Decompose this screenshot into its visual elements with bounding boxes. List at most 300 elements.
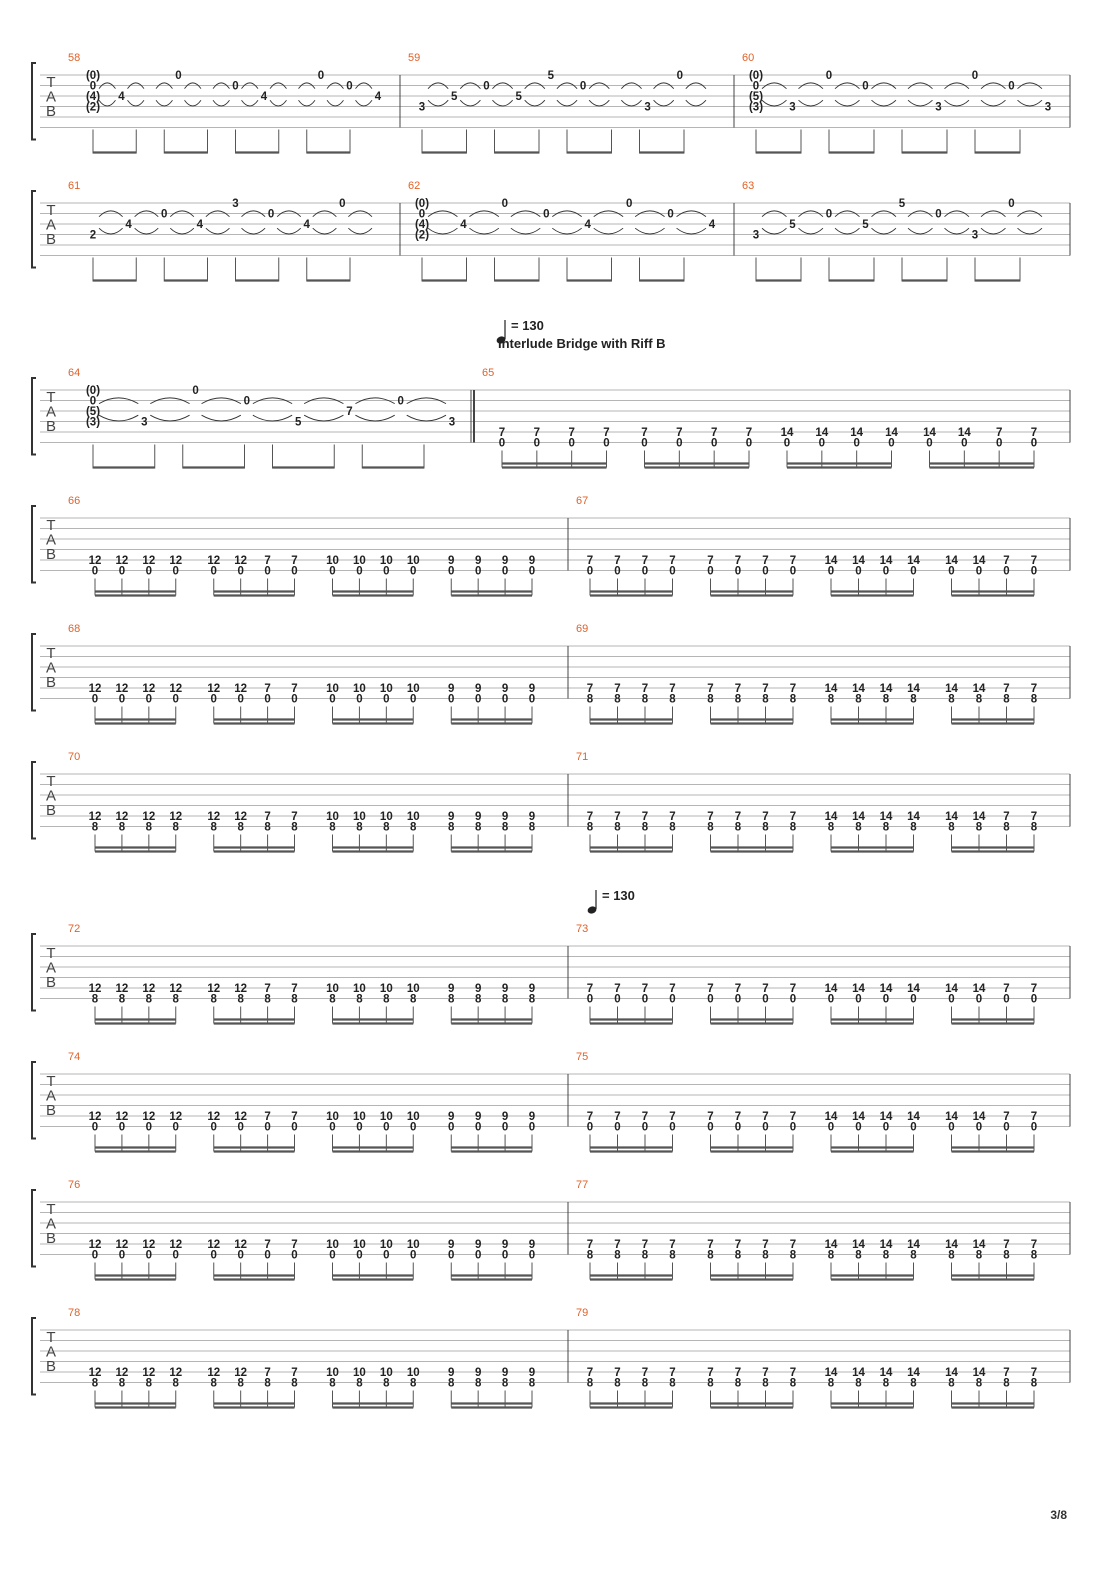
fret-number: 3 (1044, 101, 1052, 114)
fret-number: 0 (237, 1121, 244, 1134)
fret-number: 0 (172, 565, 179, 578)
fret-number: 0 (745, 437, 753, 450)
fret-number: 9 (501, 1367, 509, 1379)
fret-number: 8 (789, 821, 797, 834)
fret-number: 8 (586, 1377, 594, 1390)
fret-number: 8 (789, 1249, 797, 1262)
fret-number: 8 (641, 1249, 649, 1262)
fret-number: 7 (641, 811, 649, 823)
fret-number: 10 (406, 1111, 420, 1123)
fret-number: 4 (708, 219, 716, 231)
fret-number: 8 (118, 1377, 126, 1390)
measure-number: 60 (742, 52, 755, 64)
fret-number: 12 (142, 555, 156, 567)
fret-number: 7 (346, 406, 353, 418)
fret-number: 7 (762, 811, 769, 823)
fret-number: 7 (586, 555, 594, 567)
fret-number: 9 (501, 1111, 509, 1123)
fret-number: 0 (1003, 565, 1010, 578)
tab-system-8 (32, 1051, 1070, 1152)
fret-number: 8 (669, 821, 676, 834)
fret-number: 12 (115, 983, 129, 995)
fret-number: 10 (326, 983, 339, 995)
fret-number: 0 (172, 1249, 179, 1262)
fret-number: 8 (501, 993, 509, 1006)
fret-number: 0 (707, 565, 714, 578)
fret-number: 0 (483, 80, 490, 93)
fret-number: 7 (641, 983, 649, 995)
fret-number: 10 (379, 1239, 393, 1251)
fret-number: 8 (172, 993, 179, 1006)
fret-number: 8 (641, 1377, 649, 1390)
fret-number: 0 (579, 80, 587, 93)
system-bracket (32, 934, 36, 1011)
tab-clef-letter: T (46, 1073, 56, 1090)
fret-number: 14 (879, 983, 893, 995)
fret-number: 0 (383, 565, 390, 578)
fret-number: 14 (945, 983, 958, 995)
fret-number: 14 (852, 1111, 865, 1123)
fret-number: 0 (118, 565, 126, 578)
fret-number: 7 (264, 983, 271, 995)
fret-number: 8 (501, 821, 509, 834)
tab-clef-letter: A (45, 88, 57, 106)
tie-arc (908, 100, 933, 106)
fret-number: 9 (528, 1111, 536, 1123)
fret-number: (5) (748, 91, 764, 103)
fret-number: 7 (762, 683, 769, 695)
fret-number: 14 (972, 555, 986, 567)
fret-number: 8 (264, 821, 271, 834)
fret-number: 7 (586, 811, 594, 823)
fret-number: 0 (543, 208, 550, 221)
fret-number: 8 (172, 1377, 179, 1390)
fret-number: 9 (474, 555, 482, 567)
fret-number: 12 (234, 555, 248, 567)
fret-number: 8 (734, 1249, 742, 1262)
tab-system-3 (32, 367, 1070, 469)
fret-number: 0 (641, 1121, 649, 1134)
fret-number: 7 (1030, 983, 1038, 995)
tie-arc (686, 100, 706, 106)
fret-number: 10 (379, 555, 393, 567)
fret-number: 8 (1003, 693, 1010, 706)
tie-arc (799, 228, 824, 234)
fret-number: 0 (948, 993, 955, 1006)
fret-number: 8 (614, 821, 621, 834)
fret-number: 8 (614, 1377, 621, 1390)
fret-number: 7 (745, 427, 753, 439)
fret-number: 0 (734, 565, 742, 578)
fret-number: 7 (1030, 555, 1038, 567)
fret-number: 2 (89, 229, 97, 242)
fret-number: 0 (825, 70, 833, 82)
fret-number: 0 (818, 437, 826, 450)
fret-number: 10 (326, 1111, 339, 1123)
measure-number: 71 (576, 751, 589, 763)
fret-number: 7 (707, 811, 714, 823)
fret-number: 12 (169, 683, 183, 695)
fret-number: 12 (169, 1111, 183, 1123)
fret-number: 12 (207, 811, 221, 823)
measure-number: 79 (576, 1307, 589, 1319)
fret-number: 14 (852, 683, 865, 695)
fret-number: (2) (414, 229, 430, 242)
fret-number: 7 (603, 427, 610, 439)
fret-number: 7 (1003, 1367, 1010, 1379)
system-bracket (32, 63, 36, 140)
fret-number: 7 (264, 683, 271, 695)
fret-number: 4 (196, 219, 204, 231)
fret-number: 0 (862, 80, 869, 93)
tie-arc (762, 228, 787, 234)
fret-number: 12 (142, 1111, 156, 1123)
fret-number: 0 (501, 693, 509, 706)
fret-number: 8 (669, 1249, 676, 1262)
fret-number: 3 (935, 101, 942, 114)
fret-number: 8 (641, 821, 649, 834)
fret-number: 8 (882, 821, 890, 834)
fret-number: 0 (882, 565, 890, 578)
fret-number: 0 (853, 437, 860, 450)
fret-number: 0 (346, 80, 353, 93)
fret-number: 0 (267, 208, 275, 221)
fret-number: 14 (972, 983, 986, 995)
tab-clef-letter: B (45, 1230, 57, 1247)
fret-number: 8 (118, 993, 126, 1006)
tab-clef-letter: T (46, 74, 56, 91)
fret-number: 8 (707, 1249, 714, 1262)
fret-number: 8 (975, 693, 983, 706)
measure-number: 69 (576, 623, 589, 635)
fret-number: 0 (145, 1249, 153, 1262)
fret-number: 8 (910, 821, 917, 834)
fret-number: 0 (910, 565, 917, 578)
fret-number: 8 (975, 1249, 983, 1262)
tie-arc (762, 100, 787, 106)
fret-number: (0) (414, 198, 430, 210)
fret-number: 8 (827, 821, 835, 834)
fret-number: 12 (115, 683, 129, 695)
fret-number: 7 (614, 1367, 621, 1379)
fret-number: 0 (243, 395, 251, 408)
fret-number: 0 (291, 1121, 298, 1134)
measure-number: 78 (68, 1307, 81, 1319)
fret-number: 14 (824, 1239, 838, 1251)
fret-number: 14 (907, 555, 920, 567)
measure-number: 76 (68, 1179, 81, 1191)
fret-number: 10 (406, 1367, 420, 1379)
tie-arc (428, 228, 457, 234)
tie-arc (242, 100, 259, 106)
tie-arc (299, 100, 316, 106)
tie-arc (908, 228, 933, 234)
fret-number: 3 (418, 101, 426, 114)
fret-number: 0 (291, 1249, 298, 1262)
fret-number: 7 (789, 1239, 797, 1251)
system-bracket (32, 1190, 36, 1267)
fret-number: 7 (586, 1111, 594, 1123)
tie-arc (128, 100, 145, 106)
fret-number: 0 (356, 1249, 363, 1262)
fret-number: 7 (734, 555, 742, 567)
fret-number: 12 (142, 983, 156, 995)
fret-number: 7 (1030, 683, 1038, 695)
fret-number: 0 (237, 1249, 244, 1262)
fret-number: 7 (669, 1367, 676, 1379)
fret-number: 4 (125, 219, 132, 231)
fret-number: 7 (669, 811, 676, 823)
tie-arc (872, 100, 897, 106)
fret-number: 0 (882, 993, 890, 1006)
fret-number: 10 (379, 811, 393, 823)
fret-number: 8 (975, 1377, 983, 1390)
fret-number: 8 (910, 693, 917, 706)
tie-arc (654, 100, 674, 106)
fret-number: 7 (614, 555, 621, 567)
tie-arc (150, 415, 189, 421)
fret-number: 4 (260, 91, 268, 103)
fret-number: 0 (501, 1121, 509, 1134)
fret-number: (4) (414, 219, 430, 231)
fret-number: 8 (91, 993, 99, 1006)
fret-number: (3) (85, 416, 101, 429)
fret-number: 10 (353, 1367, 366, 1379)
fret-number: 14 (945, 683, 958, 695)
fret-number: (0) (85, 385, 101, 397)
fret-number: 7 (291, 983, 298, 995)
fret-number: 7 (291, 1111, 298, 1123)
fret-number: 7 (707, 555, 714, 567)
fret-number: 3 (141, 416, 148, 429)
fret-number: 8 (145, 993, 153, 1006)
fret-number: 7 (291, 1367, 298, 1379)
fret-number: 10 (326, 1367, 339, 1379)
tie-arc (557, 100, 577, 106)
fret-number: 10 (406, 811, 420, 823)
fret-number: 0 (641, 437, 648, 450)
fret-number: 5 (898, 198, 906, 210)
tie-arc (355, 415, 394, 421)
fret-number: 0 (995, 437, 1003, 450)
fret-number: (0) (748, 70, 764, 82)
fret-number: 0 (1030, 1121, 1038, 1134)
fret-number: 8 (948, 1377, 955, 1390)
fret-number: 12 (115, 1239, 129, 1251)
fret-number: 14 (907, 1111, 920, 1123)
fret-number: 8 (707, 693, 714, 706)
fret-number: 7 (264, 1367, 271, 1379)
tab-clef-letter: T (46, 645, 56, 662)
fret-number: 0 (210, 1249, 217, 1262)
fret-number: 8 (734, 821, 742, 834)
fret-number: 0 (855, 993, 862, 1006)
system-bracket (32, 762, 36, 839)
fret-number: 14 (972, 1239, 986, 1251)
fret-number: 9 (528, 555, 536, 567)
fret-number: 0 (448, 1121, 455, 1134)
fret-number: 14 (907, 1367, 920, 1379)
tie-arc (277, 228, 301, 234)
measure-number: 68 (68, 623, 81, 635)
tab-clef-letter: T (46, 1201, 56, 1218)
fret-number: 12 (169, 1367, 183, 1379)
fret-number: 8 (669, 693, 676, 706)
fret-number: 7 (669, 1111, 676, 1123)
fret-number: 0 (410, 1121, 417, 1134)
fret-number: 0 (533, 437, 541, 450)
fret-number: 14 (850, 427, 864, 439)
tab-clef-letter: A (45, 531, 57, 549)
fret-number: 7 (586, 1367, 594, 1379)
fret-number: 8 (855, 821, 862, 834)
fret-number: 0 (528, 693, 536, 706)
tab-clef-letter: A (45, 1343, 57, 1361)
fret-number: 7 (762, 1239, 769, 1251)
tie-arc (799, 100, 824, 106)
fret-number: 12 (207, 555, 221, 567)
tab-clef-letter: B (45, 1102, 57, 1119)
fret-number: 7 (533, 427, 541, 439)
fret-number: 14 (957, 427, 971, 439)
fret-number: 7 (641, 683, 649, 695)
fret-number: 9 (528, 811, 536, 823)
fret-number: 0 (89, 395, 97, 408)
fret-number: 0 (418, 208, 426, 221)
fret-number: 12 (234, 811, 248, 823)
fret-number: 3 (789, 101, 796, 114)
fret-number: 0 (669, 993, 676, 1006)
fret-number: 8 (474, 993, 482, 1006)
system-bracket (32, 1062, 36, 1139)
fret-number: 14 (824, 811, 838, 823)
tie-arc (594, 228, 623, 234)
fret-number: 0 (910, 1121, 917, 1134)
tie-arc (677, 228, 706, 234)
fret-number: 10 (353, 1239, 366, 1251)
fret-number: 12 (142, 1367, 156, 1379)
fret-number: 10 (406, 983, 420, 995)
fret-number: 8 (882, 693, 890, 706)
tie-arc (356, 100, 373, 106)
fret-number: 0 (291, 565, 298, 578)
tab-system-5 (32, 623, 1070, 724)
fret-number: 0 (910, 993, 917, 1006)
fret-number: 14 (945, 1111, 958, 1123)
fret-number: 7 (568, 427, 575, 439)
fret-number: 7 (614, 683, 621, 695)
system-bracket (32, 191, 36, 268)
fret-number: 0 (210, 693, 217, 706)
fret-number: 14 (824, 983, 838, 995)
tie-arc (304, 415, 343, 421)
fret-number: 0 (410, 1249, 417, 1262)
fret-number: 0 (237, 565, 244, 578)
fret-number: 9 (501, 683, 509, 695)
fret-number: 8 (827, 1377, 835, 1390)
fret-number: 8 (501, 1377, 509, 1390)
tie-arc (1018, 228, 1043, 234)
fret-number: 0 (264, 565, 271, 578)
fret-number: 8 (734, 1377, 742, 1390)
tie-arc (99, 415, 138, 421)
fret-number: 12 (207, 1111, 221, 1123)
fret-number: 0 (707, 1121, 714, 1134)
fret-number: 0 (237, 693, 244, 706)
tab-clef-letter: A (45, 216, 57, 234)
fret-number: 8 (586, 821, 594, 834)
fret-number: 14 (824, 1111, 838, 1123)
fret-number: 0 (264, 1121, 271, 1134)
fret-number: 10 (326, 1239, 339, 1251)
fret-number: 7 (789, 555, 797, 567)
measure-number: 65 (482, 367, 495, 379)
tie-arc (202, 415, 241, 421)
fret-number: (0) (85, 70, 101, 82)
tab-system-9 (32, 1179, 1070, 1280)
measure-number: 63 (742, 180, 755, 192)
tie-arc (872, 228, 897, 234)
fret-number: 0 (586, 565, 594, 578)
fret-number: 8 (882, 1249, 890, 1262)
fret-number: 0 (603, 437, 610, 450)
tie-arc (206, 228, 230, 234)
fret-number: 0 (501, 1249, 509, 1262)
fret-number: 10 (353, 983, 366, 995)
fret-number: 8 (789, 1377, 797, 1390)
fret-number: 12 (115, 555, 129, 567)
fret-number: 9 (474, 683, 482, 695)
fret-number: 7 (789, 983, 797, 995)
fret-number: 9 (474, 1239, 482, 1251)
fret-number: 0 (827, 1121, 835, 1134)
fret-number: 8 (586, 693, 594, 706)
fret-number: 9 (474, 1111, 482, 1123)
fret-number: 14 (780, 427, 794, 439)
fret-number: 0 (926, 437, 933, 450)
fret-number: 8 (669, 1377, 676, 1390)
fret-number: 5 (515, 91, 522, 103)
fret-number: 9 (528, 983, 536, 995)
fret-number: 9 (448, 1239, 455, 1251)
fret-number: 12 (169, 811, 183, 823)
fret-number: 7 (264, 1239, 271, 1251)
fret-number: 0 (614, 1121, 621, 1134)
fret-number: 7 (614, 811, 621, 823)
fret-number: 12 (169, 983, 183, 995)
fret-number: 8 (264, 1377, 271, 1390)
fret-number: 3 (752, 229, 760, 242)
fret-number: 0 (975, 1121, 983, 1134)
fret-number: 12 (169, 555, 183, 567)
fret-number: 0 (356, 1121, 363, 1134)
fret-number: 14 (852, 983, 865, 995)
fret-number: 0 (329, 565, 336, 578)
fret-number: 0 (145, 565, 153, 578)
tie-arc (492, 100, 512, 106)
fret-number: 14 (907, 1239, 920, 1251)
fret-number: 7 (707, 683, 714, 695)
system-bracket (32, 378, 36, 455)
fret-number: 8 (291, 993, 298, 1006)
fret-number: 0 (528, 565, 536, 578)
fret-number: 0 (789, 1121, 797, 1134)
fret-number: 12 (142, 1239, 156, 1251)
tab-clef-letter: T (46, 202, 56, 219)
fret-number: 12 (234, 1239, 248, 1251)
tie-arc (635, 228, 664, 234)
tab-clef-letter: A (45, 1087, 57, 1105)
